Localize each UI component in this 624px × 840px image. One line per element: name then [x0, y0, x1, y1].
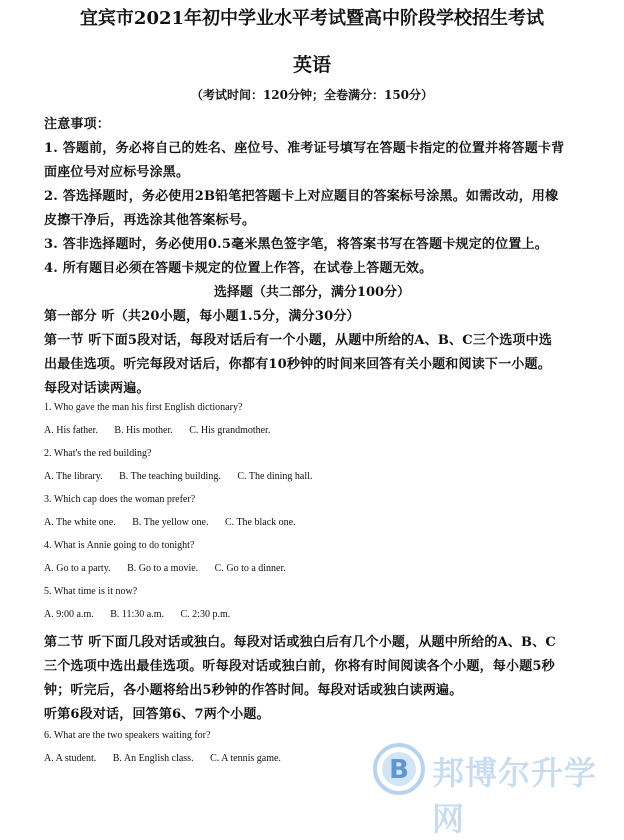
watermark-logo: [372, 738, 612, 838]
option-a: A. His father.: [44, 425, 98, 436]
question-4-options: [44, 563, 300, 574]
option-b: B. His mother.: [114, 425, 173, 436]
option-b: B. 11:30 a.m.: [110, 609, 165, 620]
option-c: C. A tennis game.: [210, 753, 281, 764]
question-2-options: [44, 471, 326, 482]
note-line: 1. 答题前，务必将自己的姓名、座位号、准考证号填写在答题卡指定的位置并将答题卡背: [44, 141, 565, 156]
question-6: 6. What are the two speakers waiting for?: [44, 730, 211, 741]
option-b: B. Go to a movie.: [127, 563, 199, 574]
note-line: 皮擦干净后，再选涂其他答案标号。: [44, 213, 256, 228]
section1-instructions: 第一节 听下面5段对话，每段对话后有一个小题，从题中所给的A、B、C三个选项中选: [44, 333, 552, 348]
section2-instructions: 三个选项中选出最佳选项。听每段对话或独白前，你将有时间阅读各个小题，每小题5秒: [44, 659, 555, 674]
option-c: C. Go to a dinner.: [214, 563, 286, 574]
question-6-options: [44, 753, 295, 764]
question-5: 5. What time is it now?: [44, 586, 138, 597]
option-c: C. The black one.: [224, 517, 296, 528]
question-3-options: [44, 517, 310, 528]
question-4: 4. What is Annie going to do tonight?: [44, 540, 195, 551]
option-a: A. 9:00 a.m.: [44, 609, 94, 620]
question-1: 1. Who gave the man his first English dictionary?: [44, 402, 243, 413]
note-line: 面座位号对应标号涂黑。: [44, 165, 190, 180]
option-c: C. His grandmother.: [189, 425, 271, 436]
option-b: B. The teaching building.: [119, 471, 221, 482]
watermark-text: 邦博尔升学网: [432, 754, 598, 838]
question-2: 2. What's the red building?: [44, 448, 152, 459]
section-title: 选择题（共二部分，满分100分）: [213, 285, 411, 300]
section2-instructions: 钟；听完后，各小题将给出5秒钟的作答时间。每段对话或独白读两遍。: [44, 683, 463, 698]
exam-info: （考试时间：120分钟；全卷满分：150分）: [190, 88, 434, 102]
notes-heading: 注意事项：: [44, 117, 111, 132]
exam-title: 宜宾市2021年初中学业水平考试暨高中阶段学校招生考试: [79, 8, 545, 29]
question-1-options: [44, 425, 284, 436]
question-5-options: [44, 609, 244, 620]
option-b: B. An English class.: [112, 753, 194, 764]
note-line: 4. 所有题目必须在答题卡规定的位置上作答，在试卷上答题无效。: [44, 261, 433, 276]
logo-letter: B: [389, 755, 409, 785]
subject-title: 英语: [292, 54, 331, 76]
part1-title: 第一部分 听（共20小题，每小题1.5分，满分30分）: [44, 309, 360, 324]
section2-instructions: 听第6段对话，回答第6、7两个小题。: [44, 707, 270, 722]
option-c: C. The dining hall.: [237, 471, 313, 482]
note-line: 2. 答选择题时，务必使用2B铅笔把答题卡上对应题目的答案标号涂黑。如需改动，用橡: [44, 189, 559, 204]
option-b: B. The yellow one.: [132, 517, 209, 528]
section1-instructions: 每段对话读两遍。: [44, 381, 150, 396]
option-a: A. Go to a party.: [44, 563, 111, 574]
section1-instructions: 出最佳选项。听完每段对话后，你都有10秒钟的时间来回答有关小题和阅读下一小题。: [44, 357, 551, 372]
option-a: A. The white one.: [44, 517, 116, 528]
option-a: A. A student.: [44, 753, 97, 764]
note-line: 3. 答非选择题时，务必使用0.5毫米黑色签字笔，将答案书写在答题卡规定的位置上。: [44, 237, 548, 252]
option-a: A. The library.: [44, 471, 103, 482]
b-logo-icon: [372, 742, 426, 796]
option-c: C. 2:30 p.m.: [180, 609, 231, 620]
question-3: 3. Which cap does the woman prefer?: [44, 494, 196, 505]
section2-instructions: 第二节 听下面几段对话或独白。每段对话或独白后有几个小题，从题中所给的A、B、C: [44, 635, 556, 650]
